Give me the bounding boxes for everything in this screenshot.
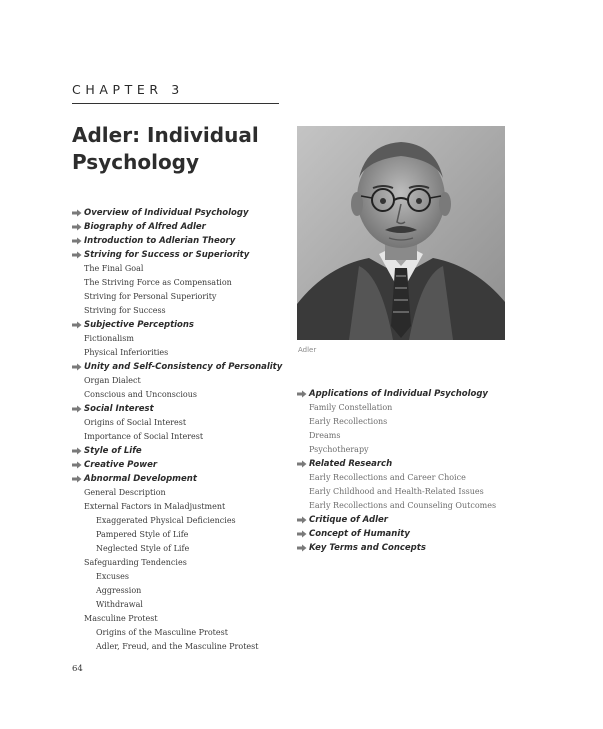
outline-subheading (72, 598, 282, 612)
arrow-bullet-icon (72, 461, 82, 469)
outline-item-text: Early Recollections and Career Choice (309, 473, 466, 482)
chapter-title (72, 122, 292, 176)
outline-subheading (72, 542, 282, 556)
outline-item-text: Masculine Protest (84, 614, 158, 623)
photo-caption: Adler (298, 346, 317, 354)
outline-item-text: Creative Power (84, 460, 158, 470)
outline-subheading (297, 429, 496, 443)
arrow-bullet-icon (72, 405, 82, 413)
outline-subheading (72, 556, 282, 570)
outline-item-text: Physical Inferiorities (84, 348, 169, 357)
outline-subheading (72, 276, 282, 290)
arrow-bullet-icon (72, 475, 82, 483)
outline-heading (297, 527, 496, 541)
arrow-bullet-icon (297, 544, 307, 552)
outline-item-text: Withdrawal (96, 600, 143, 609)
outline-item-text: Social Interest (84, 404, 154, 414)
outline-item-text: Striving for Success (84, 306, 166, 315)
arrow-bullet-icon (72, 447, 82, 455)
arrow-bullet-icon (72, 251, 82, 259)
chapter-title-line-2: Psychology (72, 150, 200, 174)
outline-item-text: Neglected Style of Life (96, 544, 190, 553)
arrow-bullet-icon (72, 321, 82, 329)
outline-item-text: Pampered Style of Life (96, 530, 189, 539)
outline-item-text: Early Recollections and Counseling Outcomes (309, 501, 497, 510)
arrow-bullet-icon (72, 209, 82, 217)
outline-item-text: Striving for Personal Superiority (84, 292, 217, 301)
outline-heading (72, 248, 282, 262)
outline-subheading (72, 290, 282, 304)
outline-heading (72, 360, 282, 374)
chapter-outline-left (72, 206, 282, 654)
outline-heading (72, 402, 282, 416)
outline-item-text: Related Research (309, 459, 393, 469)
outline-heading (297, 541, 496, 555)
outline-heading (297, 387, 496, 401)
chapter-outline-right (297, 387, 496, 555)
outline-item-text: The Final Goal (84, 264, 144, 273)
outline-subheading (297, 471, 496, 485)
outline-item-text: Importance of Social Interest (84, 432, 204, 441)
arrow-bullet-icon (297, 516, 307, 524)
outline-heading (72, 458, 282, 472)
outline-item-text: Unity and Self-Consistency of Personality (84, 362, 283, 372)
outline-subheading (297, 499, 496, 513)
outline-item-text: Safeguarding Tendencies (84, 558, 187, 567)
outline-item-text: Overview of Individual Psychology (84, 208, 249, 218)
outline-heading (72, 444, 282, 458)
outline-item-text: Adler, Freud, and the Masculine Protest (96, 642, 259, 651)
outline-item-text: Origins of Social Interest (84, 418, 187, 427)
outline-item-text: Style of Life (84, 446, 142, 456)
outline-item-text: Aggression (96, 586, 142, 595)
outline-subheading (297, 485, 496, 499)
outline-item-text: Fictionalism (84, 334, 134, 343)
outline-heading (72, 220, 282, 234)
outline-subheading (72, 570, 282, 584)
outline-item-text: External Factors in Maladjustment (84, 502, 226, 511)
outline-item-text: Conscious and Unconscious (84, 390, 197, 399)
outline-item-text: Subjective Perceptions (84, 320, 194, 330)
outline-heading (72, 318, 282, 332)
outline-heading (72, 472, 282, 486)
outline-item-text: Biography of Alfred Adler (84, 222, 206, 232)
outline-item-text: Exaggerated Physical Deficiencies (96, 516, 236, 525)
outline-subheading (72, 500, 282, 514)
outline-item-text: Applications of Individual Psychology (309, 389, 488, 399)
outline-heading (297, 513, 496, 527)
outline-item-text: The Striving Force as Compensation (84, 278, 232, 287)
outline-item-text: Family Constellation (309, 403, 393, 412)
arrow-bullet-icon (72, 363, 82, 371)
outline-subheading (297, 415, 496, 429)
outline-subheading (72, 584, 282, 598)
adler-portrait-photo (297, 126, 505, 340)
outline-item-text: Abnormal Development (84, 474, 197, 484)
chapter-rule (72, 103, 279, 104)
outline-heading (72, 206, 282, 220)
outline-subheading (72, 262, 282, 276)
outline-item-text: General Description (84, 488, 166, 497)
outline-subheading (72, 416, 282, 430)
outline-subheading (72, 346, 282, 360)
outline-item-text: Early Childhood and Health-Related Issues (309, 487, 484, 496)
outline-item-text: Organ Dialect (84, 376, 141, 385)
outline-item-text: Introduction to Adlerian Theory (84, 236, 236, 246)
outline-subheading (72, 374, 282, 388)
outline-subheading (72, 388, 282, 402)
arrow-bullet-icon (297, 460, 307, 468)
chapter-label: CHAPTER 3 (72, 82, 184, 97)
outline-subheading (72, 332, 282, 346)
outline-subheading (297, 443, 496, 457)
outline-item-text: Critique of Adler (309, 515, 388, 525)
arrow-bullet-icon (297, 530, 307, 538)
outline-item-text: Key Terms and Concepts (309, 543, 426, 553)
outline-item-text: Early Recollections (309, 417, 388, 426)
page-number: 64 (72, 664, 83, 674)
outline-subheading (72, 612, 282, 626)
outline-item-text: Dreams (309, 431, 341, 440)
arrow-bullet-icon (297, 390, 307, 398)
outline-item-text: Striving for Success or Superiority (84, 250, 250, 260)
outline-subheading (72, 486, 282, 500)
outline-subheading (72, 528, 282, 542)
outline-heading (297, 457, 496, 471)
outline-subheading (72, 304, 282, 318)
outline-subheading (72, 640, 282, 654)
outline-item-text: Psychotherapy (309, 445, 369, 454)
outline-item-text: Origins of the Masculine Protest (96, 628, 228, 637)
arrow-bullet-icon (72, 237, 82, 245)
outline-subheading (72, 430, 282, 444)
portrait-illustration (297, 126, 505, 340)
outline-item-text: Excuses (96, 572, 129, 581)
chapter-title-line-1: Adler: Individual (72, 123, 259, 147)
outline-subheading (72, 626, 282, 640)
outline-heading (72, 234, 282, 248)
outline-subheading (297, 401, 496, 415)
outline-item-text: Concept of Humanity (309, 529, 410, 539)
outline-subheading (72, 514, 282, 528)
arrow-bullet-icon (72, 223, 82, 231)
